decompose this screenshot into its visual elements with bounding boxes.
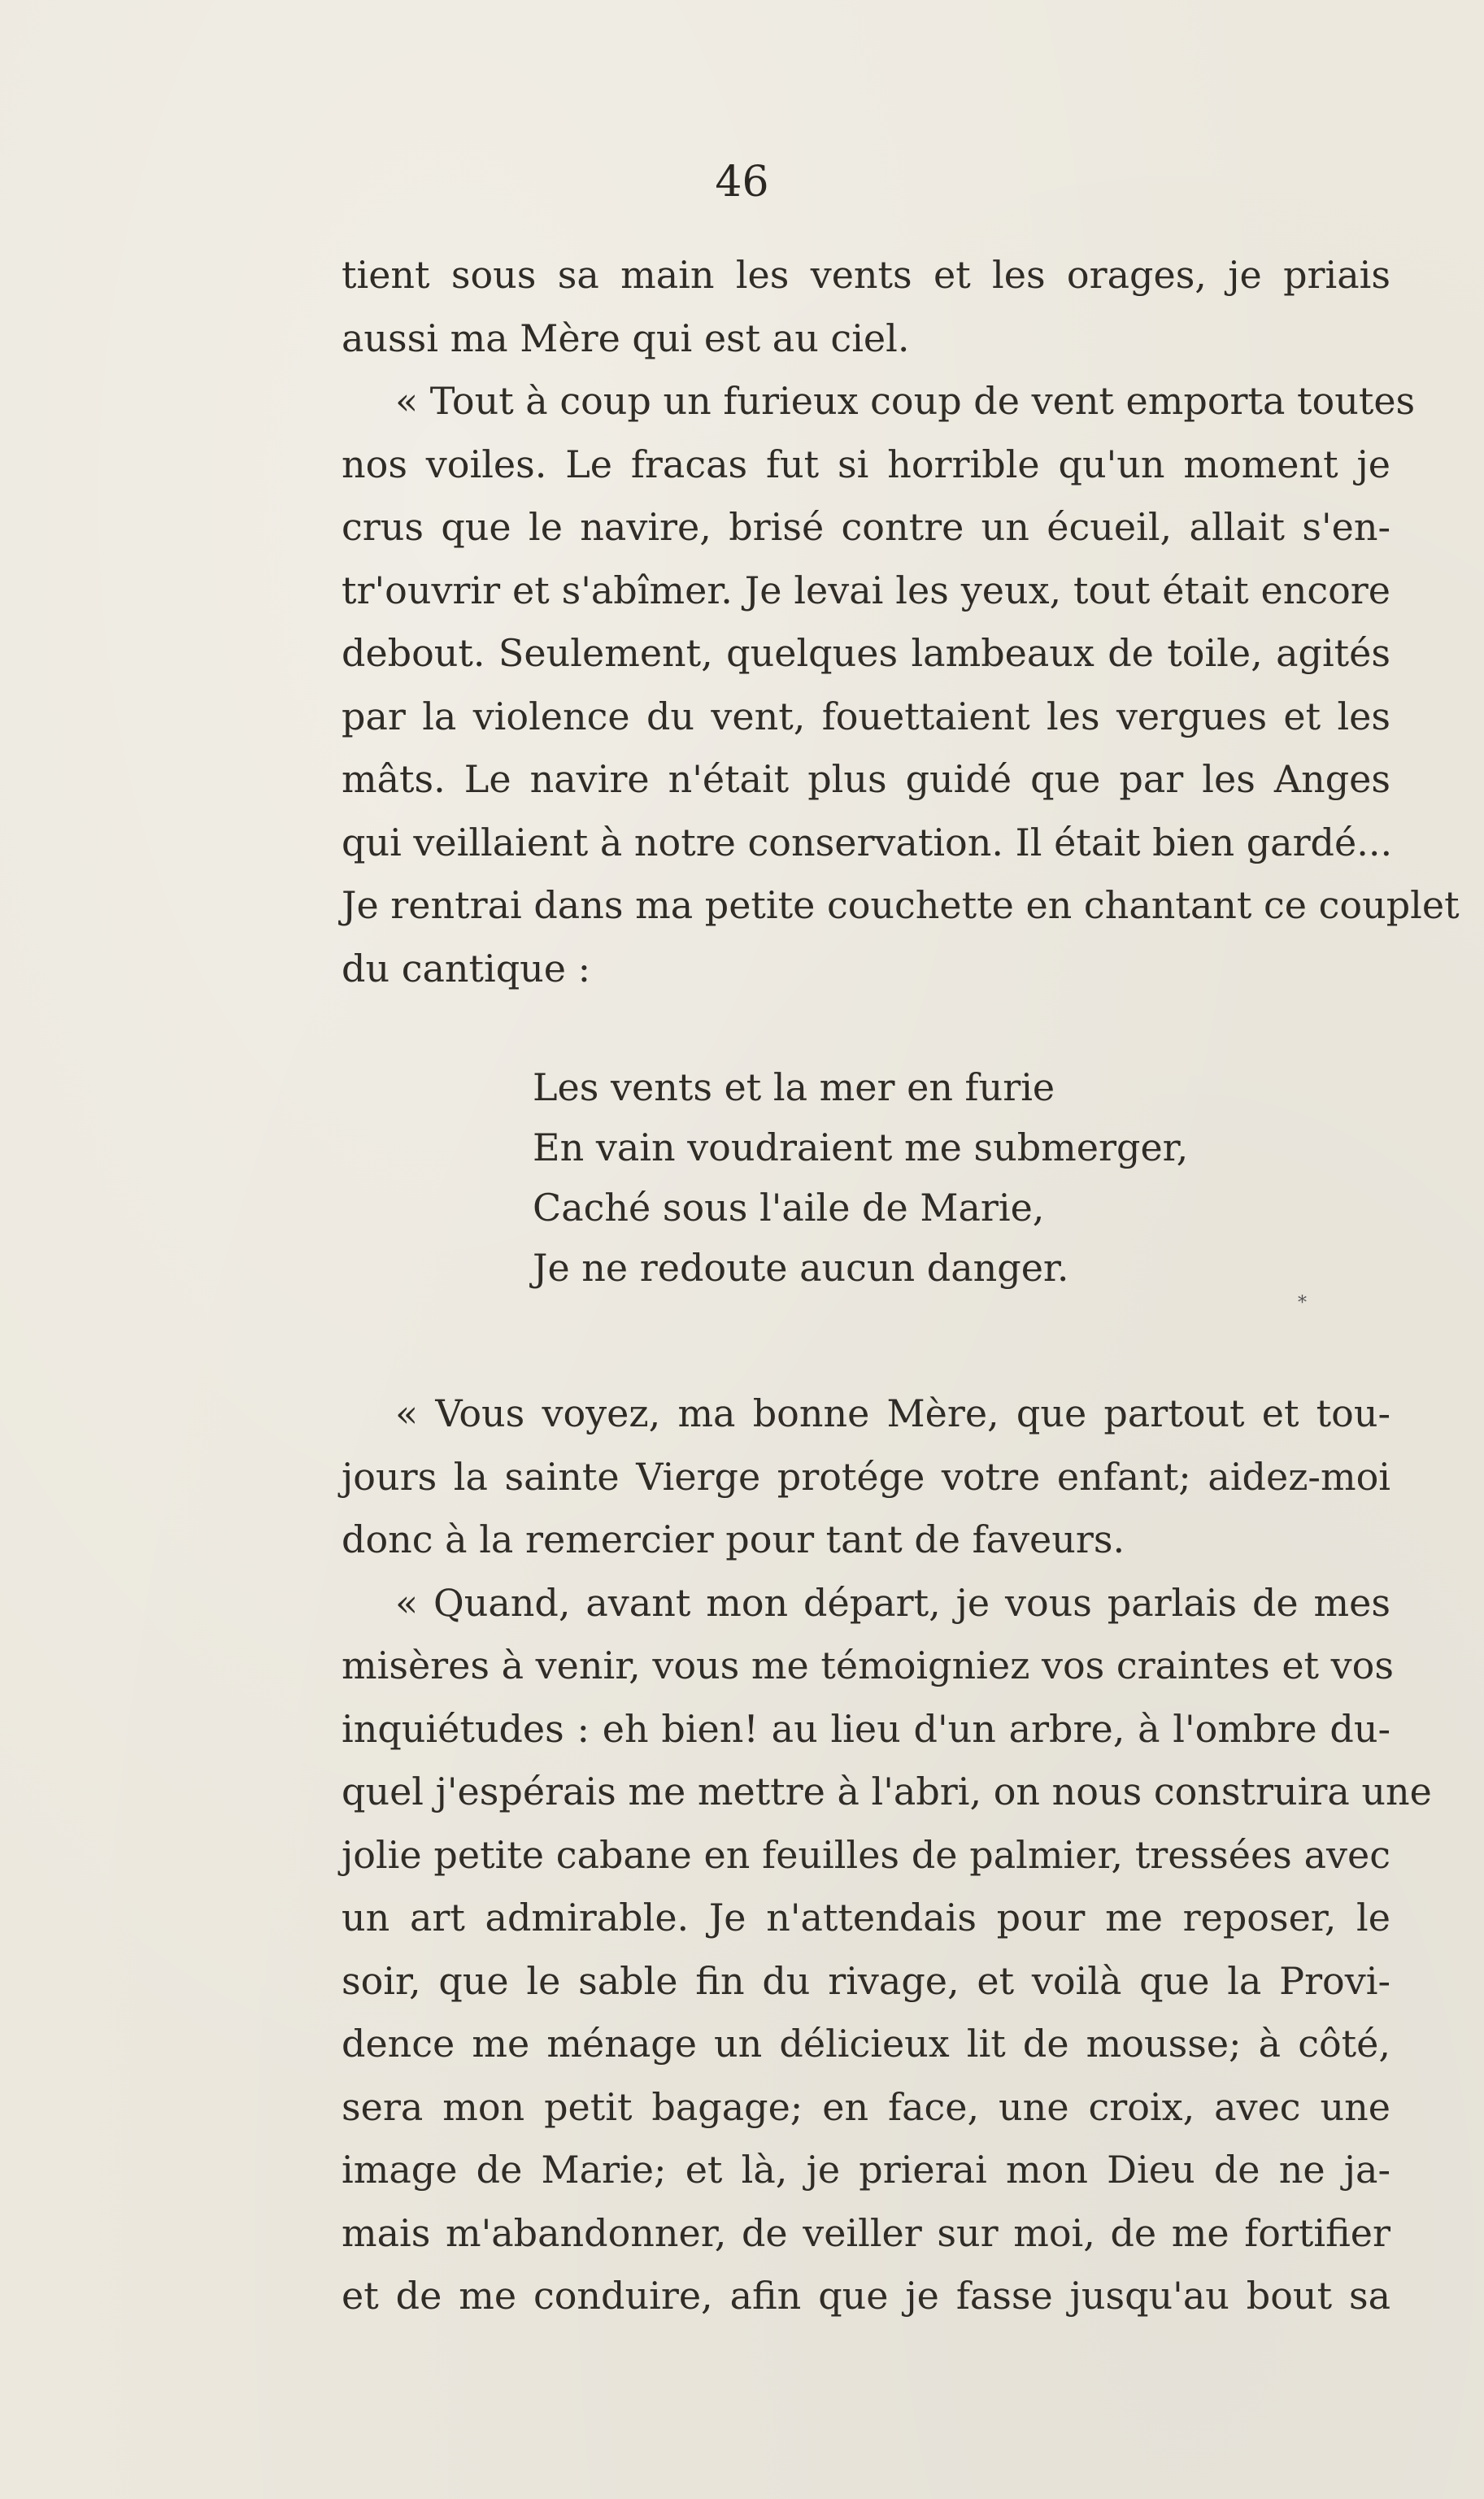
text-line: sera mon petit bagage; en face, une croix, avec une bbox=[342, 2084, 1390, 2129]
text-line: du cantique : bbox=[342, 946, 591, 990]
text-line: qui veillaient à notre conservation. Il était bien gardé... bbox=[342, 820, 1393, 864]
text-line: un art admirable. Je n'attendais pour me reposer, le bbox=[342, 1896, 1390, 1940]
text-line: jolie petite cabane en feuilles de palmier, tressées avec bbox=[342, 1832, 1390, 1877]
text-line: image de Marie; et là, je prierai mon Dieu de ne ja- bbox=[342, 2148, 1390, 2192]
text-line: mâts. Le navire n'était plus guidé que par les Anges bbox=[342, 757, 1390, 801]
text-line: tr'ouvrir et s'abîmer. Je levai les yeux, tout était encore bbox=[342, 568, 1390, 612]
text-line: et de me conduire, afin que je fasse jusqu'au bout sa bbox=[342, 2274, 1390, 2318]
stray-mark: * bbox=[1298, 1293, 1307, 1313]
text-line: aussi ma Mère qui est au ciel. bbox=[342, 316, 910, 360]
text-line: inquiétudes : eh bien! au lieu d'un arbre, à l'ombre du- bbox=[342, 1706, 1390, 1751]
verse-line: Je ne redoute aucun danger. bbox=[533, 1246, 1069, 1290]
text-line: Je rentrai dans ma petite couchette en chantant ce couplet bbox=[342, 883, 1460, 927]
text-line: dence me ménage un délicieux lit de mousse; à côté, bbox=[342, 2022, 1390, 2066]
text-line: soir, que le sable fin du rivage, et voilà que la Provi- bbox=[342, 1958, 1390, 2003]
text-line: donc à la remercier pour tant de faveurs. bbox=[342, 1517, 1125, 1561]
text-line: misères à venir, vous me témoigniez vos craintes et vos bbox=[342, 1644, 1394, 1687]
verse-line: Caché sous l'aile de Marie, bbox=[533, 1186, 1045, 1230]
text-line: crus que le navire, brisé contre un écueil, allait s'en- bbox=[342, 505, 1390, 549]
continued-paragraph bbox=[342, 244, 1390, 370]
verse-line: En vain voudraient me submerger, bbox=[533, 1125, 1189, 1169]
verse-line: Les vents et la mer en furie bbox=[533, 1065, 1055, 1109]
paragraph-storm bbox=[342, 370, 1460, 1000]
text-line: tient sous sa main les vents et les orages, je priais bbox=[342, 253, 1390, 297]
text-line: par la violence du vent, fouettaient les vergues et les bbox=[342, 694, 1390, 738]
text-line: « Quand, avant mon départ, je vous parlais de mes bbox=[395, 1580, 1390, 1625]
text-line: nos voiles. Le fracas fut si horrible qu'un moment je bbox=[342, 442, 1390, 486]
text-line: quel j'espérais me mettre à l'abri, on nous construira une bbox=[342, 1770, 1432, 1813]
body-text-top bbox=[342, 244, 1460, 1000]
hymn-verse bbox=[533, 1057, 1188, 1298]
page-number: 46 bbox=[715, 158, 769, 207]
paragraph-protection bbox=[342, 1382, 1390, 1572]
text-line: debout. Seulement, quelques lambeaux de toile, agités bbox=[342, 631, 1390, 675]
body-text-bottom bbox=[342, 1382, 1432, 2328]
text-line: mais m'abandonner, de veiller sur moi, de me fortifier bbox=[342, 2210, 1390, 2255]
paragraph-cabin bbox=[342, 1572, 1432, 2328]
text-line: « Vous voyez, ma bonne Mère, que partout et tou- bbox=[395, 1391, 1390, 1435]
text-line: jours la sainte Vierge protége votre enfant; aidez-moi bbox=[342, 1454, 1390, 1499]
text-line: « Tout à coup un furieux coup de vent emporta toutes bbox=[395, 379, 1416, 423]
